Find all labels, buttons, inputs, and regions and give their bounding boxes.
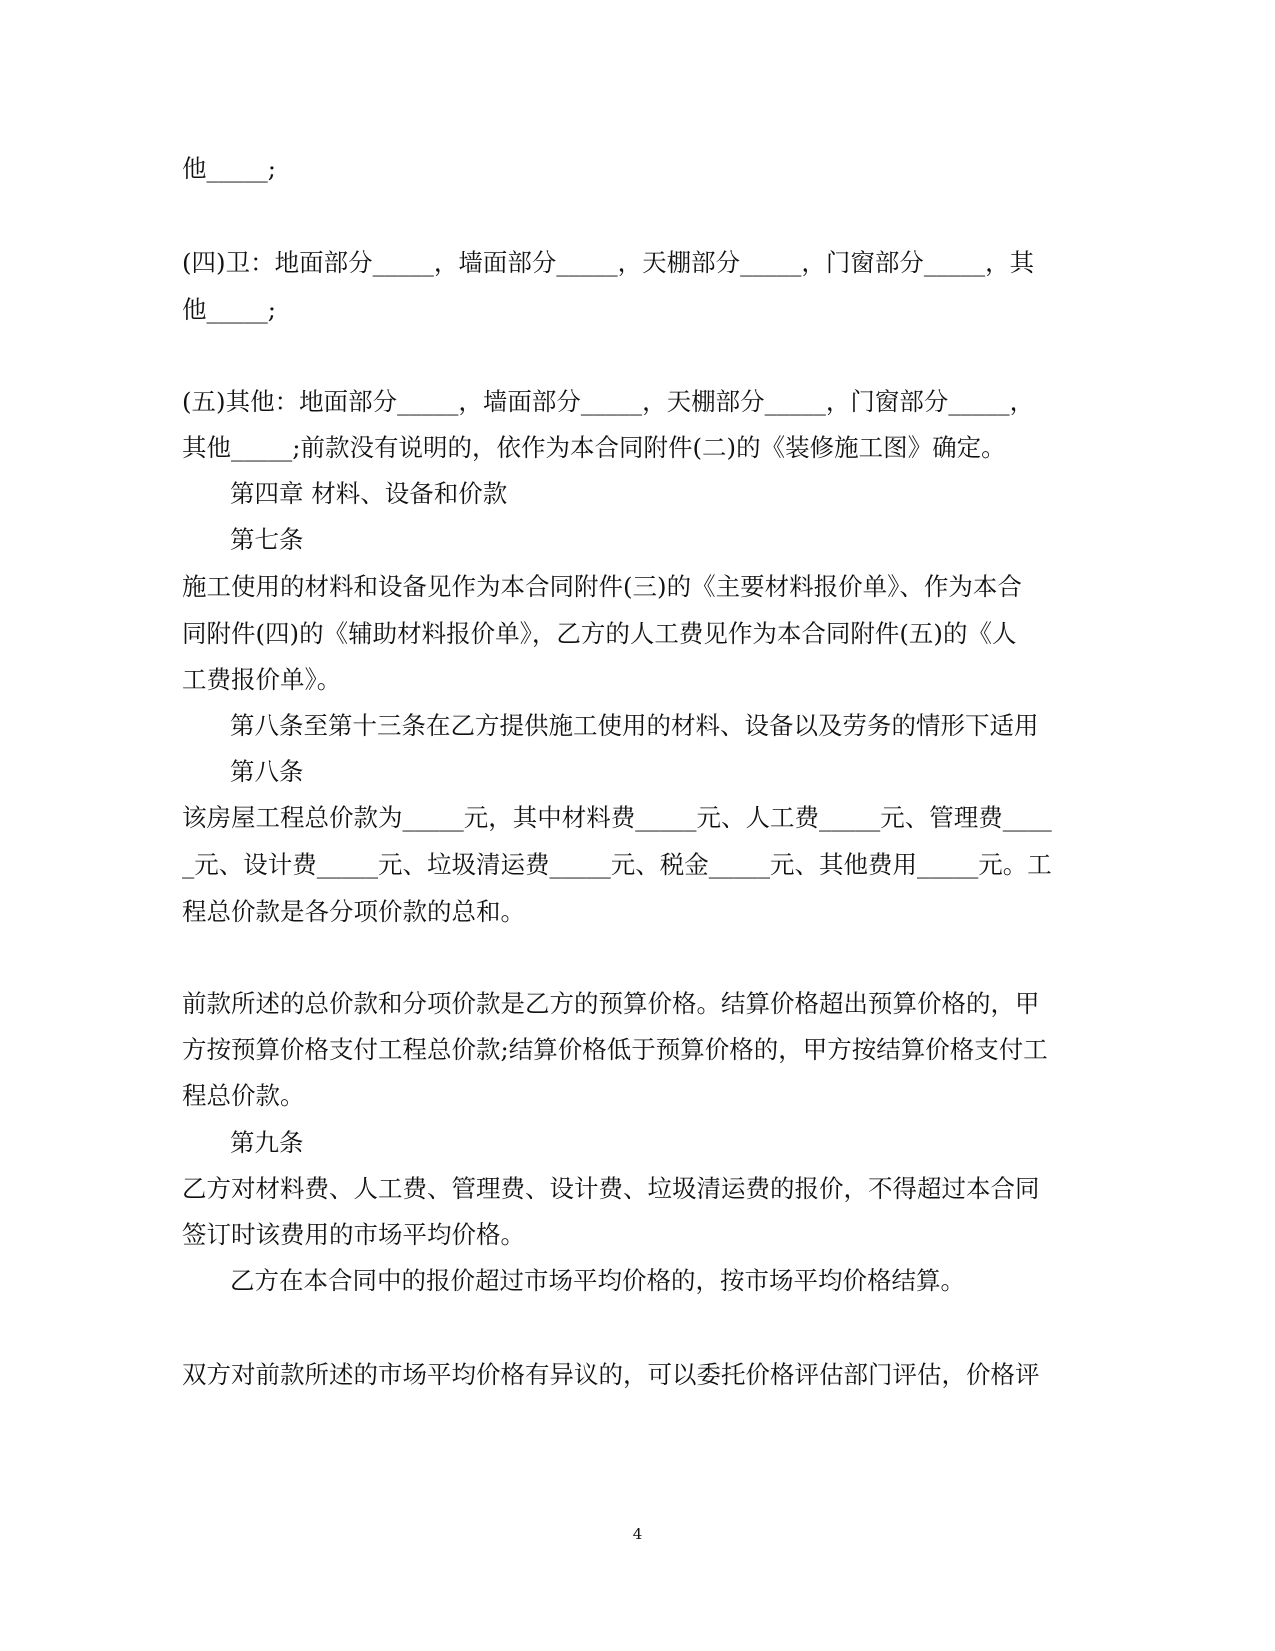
text-line: 签订时该费用的市场平均价格。 [182, 1220, 525, 1249]
text-line: _元、设计费_____元、垃圾清运费_____元、税金_____元、其他费用_____元。工 [182, 850, 1052, 879]
text-line: (四)卫：地面部分_____，墙面部分_____，天棚部分_____，门窗部分_____，其 [182, 248, 1035, 277]
text-line: (五)其他：地面部分_____，墙面部分_____，天棚部分_____，门窗部分_____， [182, 387, 1035, 416]
text-line: 其他_____;前款没有说明的，依作为本合同附件(二)的《装修施工图》确定。 [182, 433, 1006, 462]
article-heading: 第八条 [230, 757, 304, 786]
chapter-heading: 第四章 材料、设备和价款 [230, 479, 508, 508]
article-heading: 第七条 [230, 525, 304, 554]
text-line: 工费报价单》。 [182, 665, 342, 694]
text-line: 双方对前款所述的市场平均价格有异议的，可以委托价格评估部门评估，价格评 [182, 1360, 1040, 1389]
text-line: 程总价款是各分项价款的总和。 [182, 897, 525, 926]
text-line: 前款所述的总价款和分项价款是乙方的预算价格。结算价格超出预算价格的，甲 [182, 989, 1040, 1018]
text-line: 乙方对材料费、人工费、管理费、设计费、垃圾清运费的报价，不得超过本合同 [182, 1174, 1040, 1203]
text-line: 乙方在本合同中的报价超过市场平均价格的，按市场平均价格结算。 [230, 1266, 965, 1295]
text-line: 方按预算价格支付工程总价款;结算价格低于预算价格的，甲方按结算价格支付工 [182, 1035, 1048, 1064]
page-number: 4 [632, 1525, 643, 1543]
text-line: 该房屋工程总价款为_____元，其中材料费_____元、人工费_____元、管理费____ [182, 803, 1052, 832]
text-line: 他_____; [182, 154, 277, 183]
text-line: 同附件(四)的《辅助材料报价单》，乙方的人工费见作为本合同附件(五)的《人 [182, 619, 1017, 648]
text-line: 第八条至第十三条在乙方提供施工使用的材料、设备以及劳务的情形下适用 [230, 711, 1039, 740]
text-line: 他_____; [182, 295, 277, 324]
text-line: 程总价款。 [182, 1081, 305, 1110]
article-heading: 第九条 [230, 1128, 304, 1157]
text-line: 施工使用的材料和设备见作为本合同附件(三)的《主要材料报价单》、作为本合 [182, 572, 1022, 601]
